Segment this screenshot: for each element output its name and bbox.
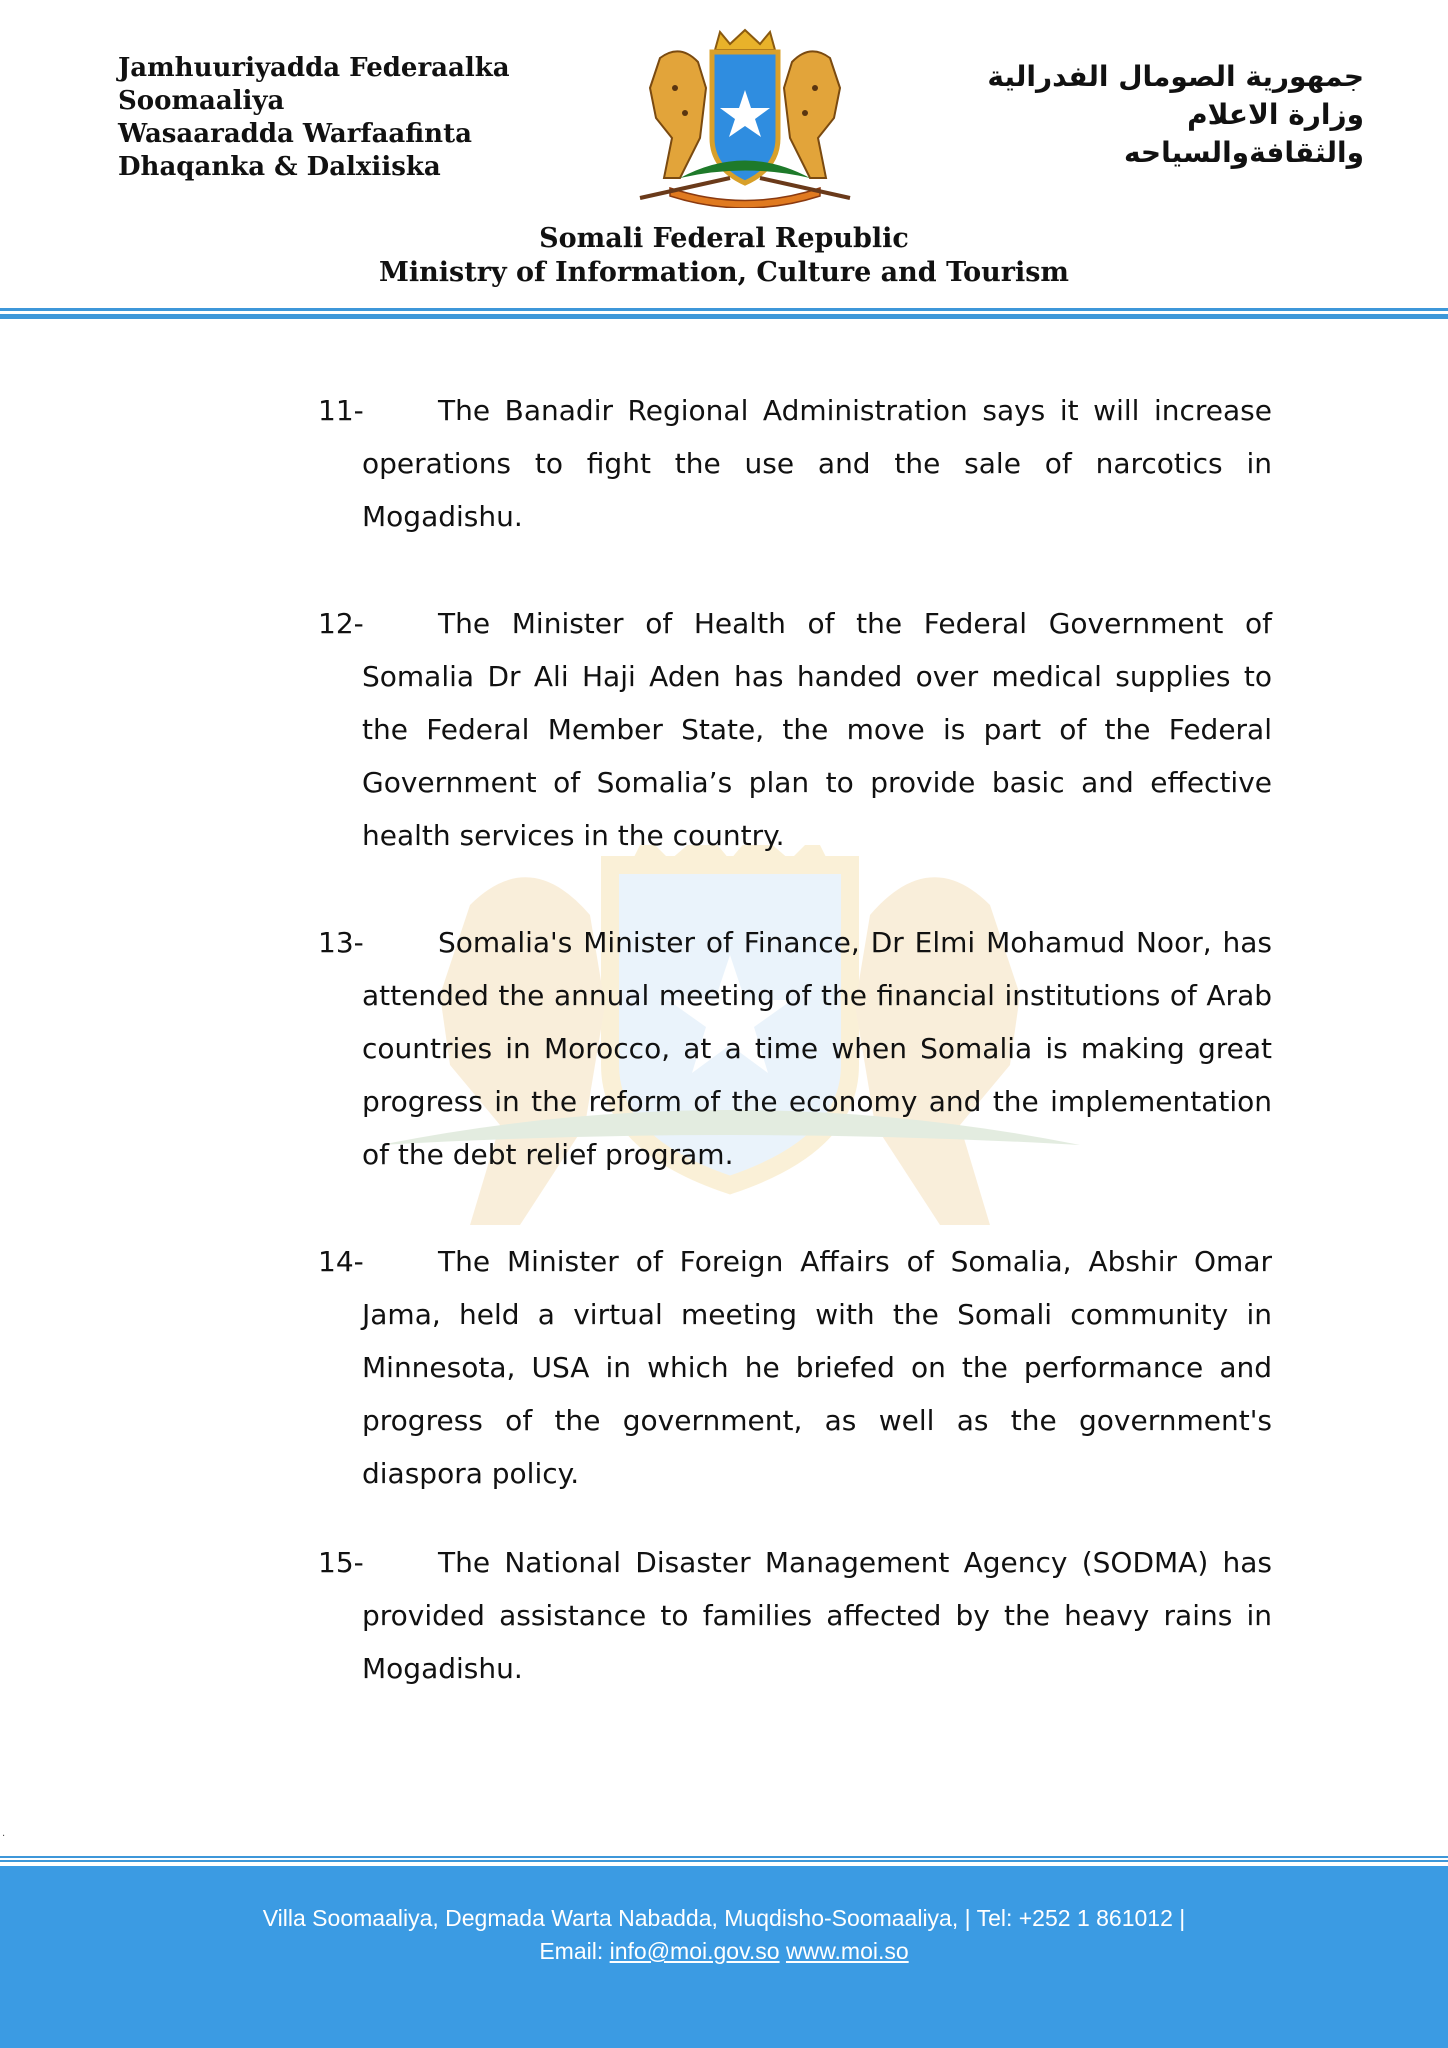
header-right-line: والثقافةوالسياحه [1123, 136, 1364, 169]
website-link[interactable]: www.moi.so [785, 1938, 909, 1964]
ministry-title: Ministry of Information, Culture and Tourism [379, 257, 1069, 288]
item-text: The Banadir Regional Administration says it will increase operations to fight the use and the sale of narcotics in Mogadishu. [362, 394, 1272, 533]
somalia-coat-of-arms-icon [620, 28, 870, 208]
footer [0, 1866, 1448, 2048]
header-right-line: وزارة الاعلام [1187, 98, 1364, 131]
stray-mark: . [2, 1828, 6, 1839]
header-left-line: Dhaqanka & Dalxiiska [118, 152, 441, 182]
header-divider [0, 314, 1448, 319]
header-left-line: Wasaaradda Warfaafinta [118, 119, 472, 149]
email-link[interactable]: info@moi.gov.so [609, 1938, 780, 1964]
header-left-line: Soomaaliya [118, 86, 285, 116]
header-right-line: جمهورية الصومال الفدرالية [987, 60, 1364, 93]
footer-address: Villa Soomaaliya, Degmada Warta Nabadda, Muqdisho-Soomaaliya, | Tel: +252 1 861012 | [262, 1905, 1186, 1931]
header-left-block [118, 52, 510, 184]
item-number: 14- [318, 1245, 364, 1278]
item-text: The National Disaster Management Agency (SODMA) has provided assistance to families affected by the heavy rains in Mogadishu. [362, 1546, 1272, 1685]
item-number: 15- [318, 1546, 364, 1579]
footer-divider [0, 1856, 1448, 1858]
item-text: The Minister of Health of the Federal Government of Somalia Dr Ali Haji Aden has handed over medical supplies to the Federal Member State, the move is part of the Federal Government of Somalia’s plan to provide basic and effective health services in the country. [362, 607, 1272, 852]
footer-contact [0, 1935, 1448, 1968]
list-item [318, 916, 1272, 1181]
header-center-block [0, 222, 1448, 290]
item-text: The Minister of Foreign Affairs of Somalia, Abshir Omar Jama, held a virtual meeting with the Somali community in Minnesota, USA in which he briefed on the performance and progress of the government, as well as the government's diaspora policy. [362, 1245, 1272, 1490]
header-divider [0, 308, 1448, 311]
header-right-block [987, 58, 1364, 172]
header-left-line: Jamhuuriyadda Federaalka [118, 53, 510, 83]
item-number: 13- [318, 926, 364, 959]
list-item [318, 597, 1272, 862]
list-item [318, 1235, 1272, 1500]
footer-divider [0, 1860, 1448, 1862]
republic-title: Somali Federal Republic [539, 223, 909, 254]
item-text: Somalia's Minister of Finance, Dr Elmi Mohamud Noor, has attended the annual meeting of the financial institutions of Arab countries in Morocco, at a time when Somalia is making great progress in the reform of the economy and the implementation of the debt relief program. [362, 926, 1272, 1171]
list-item [318, 384, 1272, 543]
item-number: 12- [318, 607, 364, 640]
news-list [318, 384, 1272, 1749]
item-number: 11- [318, 394, 364, 427]
email-label: Email: [539, 1938, 604, 1964]
list-item [318, 1536, 1272, 1695]
